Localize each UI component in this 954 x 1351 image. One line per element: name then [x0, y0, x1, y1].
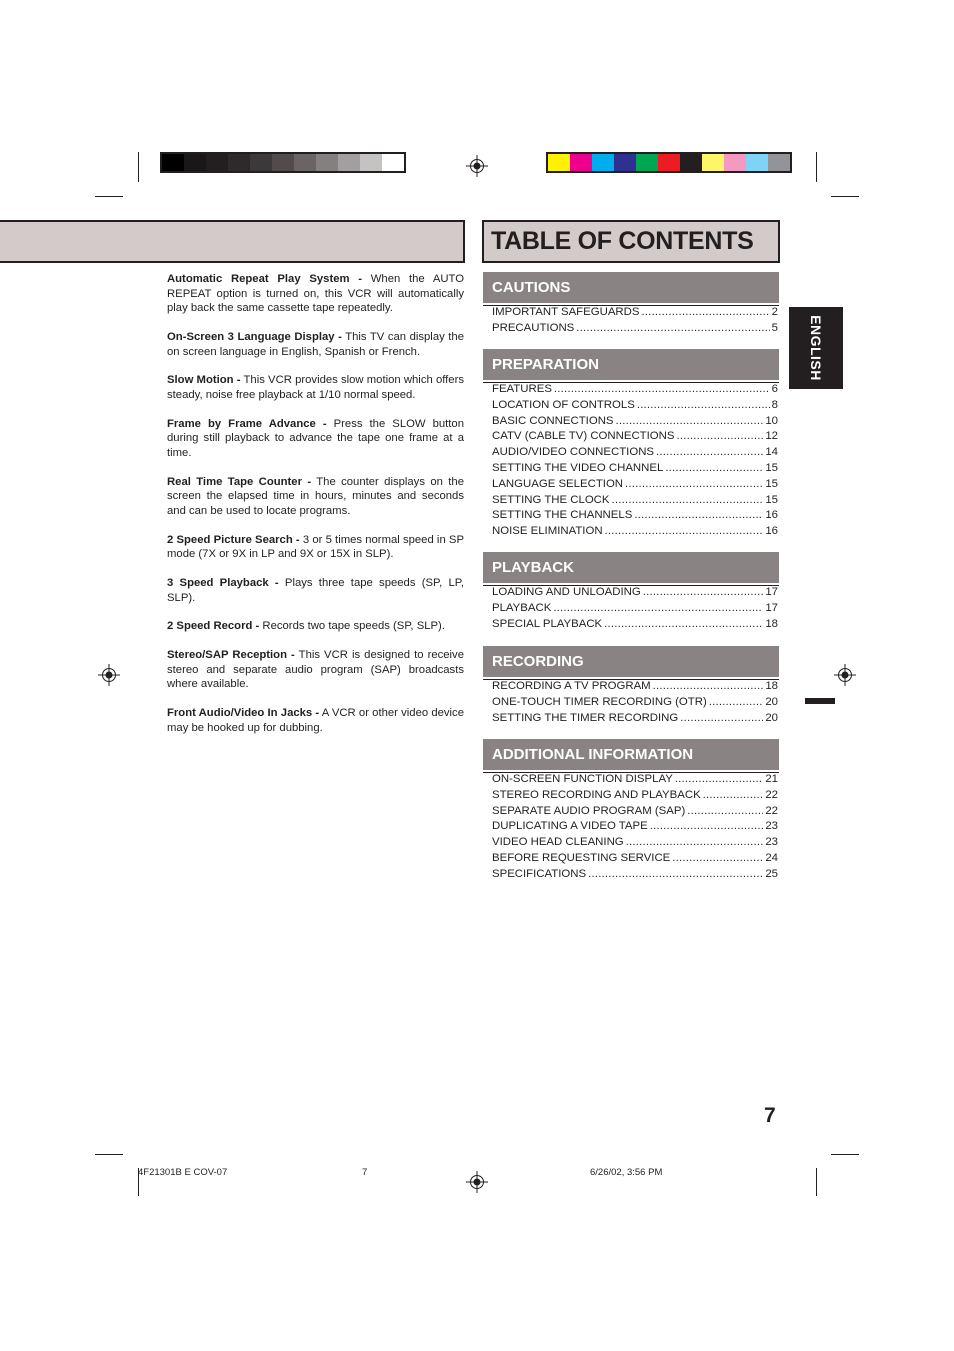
- toc-entry-label: SETTING THE TIMER RECORDING: [492, 711, 679, 724]
- toc-entry[interactable]: [492, 383, 778, 399]
- toc-entry-page: 20: [765, 711, 778, 724]
- feature-item: [167, 330, 464, 359]
- footer-date: 6/26/02, 3:56 PM: [590, 1167, 663, 1178]
- color-swatch: [768, 154, 790, 171]
- toc-entry-label: DUPLICATING A VIDEO TAPE: [492, 820, 648, 833]
- toc-entry[interactable]: [492, 322, 778, 338]
- section-title: PLAYBACK: [492, 559, 574, 576]
- section-header: [483, 646, 779, 677]
- toc-entry-label: BEFORE REQUESTING SERVICE: [492, 851, 671, 864]
- crop-mark: [816, 152, 817, 182]
- crop-mark: [138, 152, 139, 182]
- section-header: [483, 272, 779, 303]
- toc-entry-page: 15: [765, 461, 778, 474]
- dot-leader: [687, 805, 763, 817]
- toc-entry-label: LOADING AND UNLOADING: [492, 586, 641, 598]
- toc-entry-page: 2: [771, 306, 778, 318]
- dot-leader: [672, 852, 763, 864]
- toc-entry[interactable]: [492, 852, 778, 868]
- toc-entry-page: 17: [765, 586, 778, 598]
- toc-entry-page: 17: [765, 601, 778, 614]
- feature-item: [167, 619, 464, 634]
- feature-text: This TV can display the on screen language in English, Spanish or French.: [167, 330, 464, 358]
- toc-entry[interactable]: [492, 525, 778, 541]
- feature-item: [167, 576, 464, 605]
- toc-entry-label: STEREO RECORDING AND PLAYBACK: [492, 788, 701, 801]
- toc-header-box: [482, 220, 780, 263]
- page-number: 7: [764, 1104, 776, 1127]
- grayscale-color-bar: [160, 152, 406, 173]
- feature-title: Slow Motion -: [167, 374, 241, 387]
- dot-leader: [554, 383, 770, 395]
- color-swatch: [548, 154, 570, 171]
- toc-entry-page: 22: [765, 804, 778, 817]
- gray-swatch: [294, 154, 316, 171]
- color-swatch: [724, 154, 746, 171]
- feature-title: Stereo/SAP Reception -: [167, 649, 295, 662]
- dot-leader: [605, 525, 764, 537]
- toc-entry[interactable]: [492, 446, 778, 462]
- toc-entry-label: ONE-TOUCH TIMER RECORDING (OTR): [492, 695, 707, 708]
- toc-entry[interactable]: [492, 415, 778, 431]
- feature-title: 2 Speed Picture Search -: [167, 533, 300, 546]
- feature-title: Front Audio/Video In Jacks -: [167, 707, 320, 720]
- color-swatch: [658, 154, 680, 171]
- toc-entry-page: 6: [771, 383, 778, 395]
- toc-entry-page: 21: [765, 773, 778, 785]
- toc-entry[interactable]: [492, 618, 778, 634]
- toc-entry[interactable]: [492, 478, 778, 494]
- feature-title: Frame by Frame Advance -: [167, 417, 327, 430]
- feature-text: Plays three tape speeds (SP, LP, SLP).: [167, 577, 464, 604]
- feature-item: [167, 706, 464, 735]
- feature-item: [167, 272, 464, 316]
- feature-text: This VCR is designed to receive stereo and separate audio program (SAP) broadcasts where available.: [167, 649, 464, 691]
- toc-entry[interactable]: [492, 868, 778, 884]
- language-tab: [789, 307, 843, 389]
- toc-entry-page: 23: [765, 820, 778, 833]
- feature-text: Records two tape speeds (SP, SLP).: [259, 620, 445, 633]
- toc-entry-page: 10: [765, 414, 778, 427]
- toc-entry[interactable]: [492, 509, 778, 525]
- feature-text: This VCR provides slow motion which offers steady, noise free playback at 1/10 normal speed.: [167, 374, 464, 401]
- gray-swatch: [250, 154, 272, 171]
- toc-entry-page: 16: [765, 509, 778, 522]
- toc-entry[interactable]: [492, 820, 778, 836]
- toc-entry-label: IMPORTANT SAFEGUARDS: [492, 306, 640, 318]
- dot-leader: [616, 415, 764, 427]
- footer-file: 4F21301B E COV-07: [138, 1167, 228, 1178]
- gray-swatch: [360, 154, 382, 171]
- toc-entry-label: CATV (CABLE TV) CONNECTIONS: [492, 430, 675, 443]
- feature-item: [167, 373, 464, 402]
- toc-entry-page: 25: [765, 867, 778, 880]
- toc-entry[interactable]: [492, 805, 778, 821]
- toc-entry-label: SETTING THE CHANNELS: [492, 509, 633, 522]
- toc-entry[interactable]: [492, 306, 778, 322]
- toc-entry-label: VIDEO HEAD CLEANING: [492, 836, 624, 849]
- color-swatch: [614, 154, 636, 171]
- toc-entry-label: SEPARATE AUDIO PROGRAM (SAP): [492, 804, 686, 817]
- section-title: ADDITIONAL INFORMATION: [492, 746, 694, 763]
- registration-mark-icon: [466, 1171, 488, 1193]
- dot-leader: [576, 322, 769, 334]
- color-swatch: [746, 154, 768, 171]
- language-tab-label: ENGLISH: [808, 315, 824, 381]
- toc-list: [492, 383, 778, 541]
- crop-mark: [95, 1154, 123, 1155]
- color-swatch: [592, 154, 614, 171]
- feature-text: A VCR or other video device may be hooked up for dubbing.: [167, 707, 464, 734]
- toc-list: [492, 680, 778, 727]
- footer-page: 7: [362, 1167, 368, 1178]
- toc-entry-page: 8: [771, 398, 778, 411]
- dot-leader: [553, 602, 763, 614]
- toc-entry[interactable]: [492, 836, 778, 852]
- gray-swatch: [184, 154, 206, 171]
- toc-entry[interactable]: [492, 696, 778, 712]
- feature-text: When the AUTO REPEAT option is turned on, this VCR will automatically play back the same cassette tape repeatedly.: [167, 273, 464, 315]
- toc-entry-label: ON-SCREEN FUNCTION DISPLAY: [492, 773, 673, 785]
- dot-leader: [625, 478, 763, 490]
- feature-item: [167, 648, 464, 692]
- color-swatch: [636, 154, 658, 171]
- registration-mark-icon: [466, 155, 488, 177]
- toc-entry-label: NOISE ELIMINATION: [492, 525, 603, 538]
- gray-swatch: [272, 154, 294, 171]
- crop-mark: [831, 196, 859, 197]
- feature-item: [167, 417, 464, 461]
- section-header: [483, 739, 779, 770]
- gray-swatch: [382, 154, 404, 171]
- toc-entry-label: BASIC CONNECTIONS: [492, 414, 614, 427]
- toc-entry-page: 20: [765, 695, 778, 708]
- color-swatch: [680, 154, 702, 171]
- dot-leader: [703, 789, 764, 801]
- dot-leader: [709, 696, 764, 708]
- gray-swatch: [316, 154, 338, 171]
- toc-entry[interactable]: [492, 789, 778, 805]
- color-swatch: [570, 154, 592, 171]
- toc-list: [492, 586, 778, 633]
- toc-entry-label: PLAYBACK: [492, 601, 552, 614]
- dot-leader: [665, 462, 763, 474]
- dot-leader: [604, 618, 763, 630]
- toc-entry-label: SETTING THE VIDEO CHANNEL: [492, 461, 664, 474]
- toc-entry[interactable]: [492, 462, 778, 478]
- dot-leader: [612, 494, 764, 506]
- toc-entry-page: 5: [771, 321, 778, 334]
- gray-swatch: [162, 154, 184, 171]
- feature-title: On-Screen 3 Language Display -: [167, 330, 342, 343]
- toc-list: [492, 306, 778, 338]
- section-header: [483, 349, 779, 380]
- section-header: [483, 552, 779, 583]
- toc-entry-label: AUDIO/VIDEO CONNECTIONS: [492, 446, 655, 459]
- toc-entry-page: 23: [765, 836, 778, 849]
- crop-mark: [831, 1154, 859, 1155]
- feature-text: The counter displays on the screen the elapsed time in hours, minutes and seconds and can be used to locate programs.: [167, 475, 464, 517]
- toc-entry-label: PRECAUTIONS: [492, 321, 575, 334]
- toc-entry-label: LOCATION OF CONTROLS: [492, 398, 635, 411]
- registration-mark-icon: [834, 664, 856, 686]
- features-list: [167, 272, 464, 750]
- dot-leader: [680, 712, 763, 724]
- page-title: TABLE OF CONTENTS: [491, 227, 754, 255]
- toc-entry-page: 18: [765, 617, 778, 630]
- feature-title: 2 Speed Record -: [167, 620, 260, 633]
- toc-entry-label: SETTING THE CLOCK: [492, 493, 610, 506]
- feature-title: Automatic Repeat Play System -: [167, 273, 363, 285]
- dot-leader: [650, 820, 764, 832]
- gray-swatch: [206, 154, 228, 171]
- dot-leader: [634, 509, 763, 521]
- toc-entry[interactable]: [492, 399, 778, 415]
- dot-leader: [626, 836, 764, 848]
- dot-leader: [643, 586, 764, 598]
- feature-title: Real Time Tape Counter -: [167, 475, 312, 488]
- feature-title: 3 Speed Playback -: [167, 577, 279, 590]
- toc-entry-page: 18: [765, 680, 778, 692]
- toc-entry-label: FEATURES: [492, 383, 552, 395]
- registration-mark-icon: [98, 664, 120, 686]
- toc-list: [492, 773, 778, 884]
- feature-text: Press the SLOW button during still playback to advance the tape one frame at a time.: [167, 417, 464, 459]
- dot-leader: [637, 399, 770, 411]
- toc-entry-label: SPECIFICATIONS: [492, 867, 587, 880]
- toc-entry-page: 15: [765, 477, 778, 490]
- crop-mark: [95, 196, 123, 197]
- toc-entry[interactable]: [492, 680, 778, 696]
- gray-swatch: [228, 154, 250, 171]
- dot-leader: [653, 680, 764, 692]
- left-header-band: [0, 220, 465, 263]
- toc-entry[interactable]: [492, 602, 778, 618]
- section-title: CAUTIONS: [492, 279, 571, 296]
- section-title: PREPARATION: [492, 356, 599, 373]
- thumb-index-mark: [805, 698, 835, 704]
- toc-entry-label: SPECIAL PLAYBACK: [492, 617, 603, 630]
- feature-item: [167, 475, 464, 519]
- crop-mark: [816, 1168, 817, 1196]
- toc-entry-page: 24: [765, 851, 778, 864]
- gray-swatch: [338, 154, 360, 171]
- toc-entry-label: RECORDING A TV PROGRAM: [492, 680, 651, 692]
- toc-entry-page: 16: [765, 525, 778, 538]
- toc-entry[interactable]: [492, 586, 778, 602]
- toc-entry-page: 12: [765, 430, 778, 443]
- section-title: RECORDING: [492, 653, 584, 670]
- toc-entry-page: 14: [765, 446, 778, 459]
- dot-leader: [656, 446, 763, 458]
- feature-item: [167, 533, 464, 562]
- feature-text: 3 or 5 times normal speed in SP mode (7X or 9X in LP and 9X or 15X in SLP).: [167, 533, 464, 561]
- color-swatch: [702, 154, 724, 171]
- toc-entry-page: 22: [765, 788, 778, 801]
- toc-entry-page: 15: [765, 493, 778, 506]
- toc-entry-label: LANGUAGE SELECTION: [492, 477, 624, 490]
- toc-entry[interactable]: [492, 773, 778, 789]
- process-color-bar: [546, 152, 792, 173]
- dot-leader: [588, 868, 763, 880]
- dot-leader: [675, 773, 764, 785]
- toc-entry[interactable]: [492, 712, 778, 728]
- toc-entry[interactable]: [492, 494, 778, 510]
- toc-entry[interactable]: [492, 430, 778, 446]
- dot-leader: [641, 306, 769, 318]
- dot-leader: [676, 430, 763, 442]
